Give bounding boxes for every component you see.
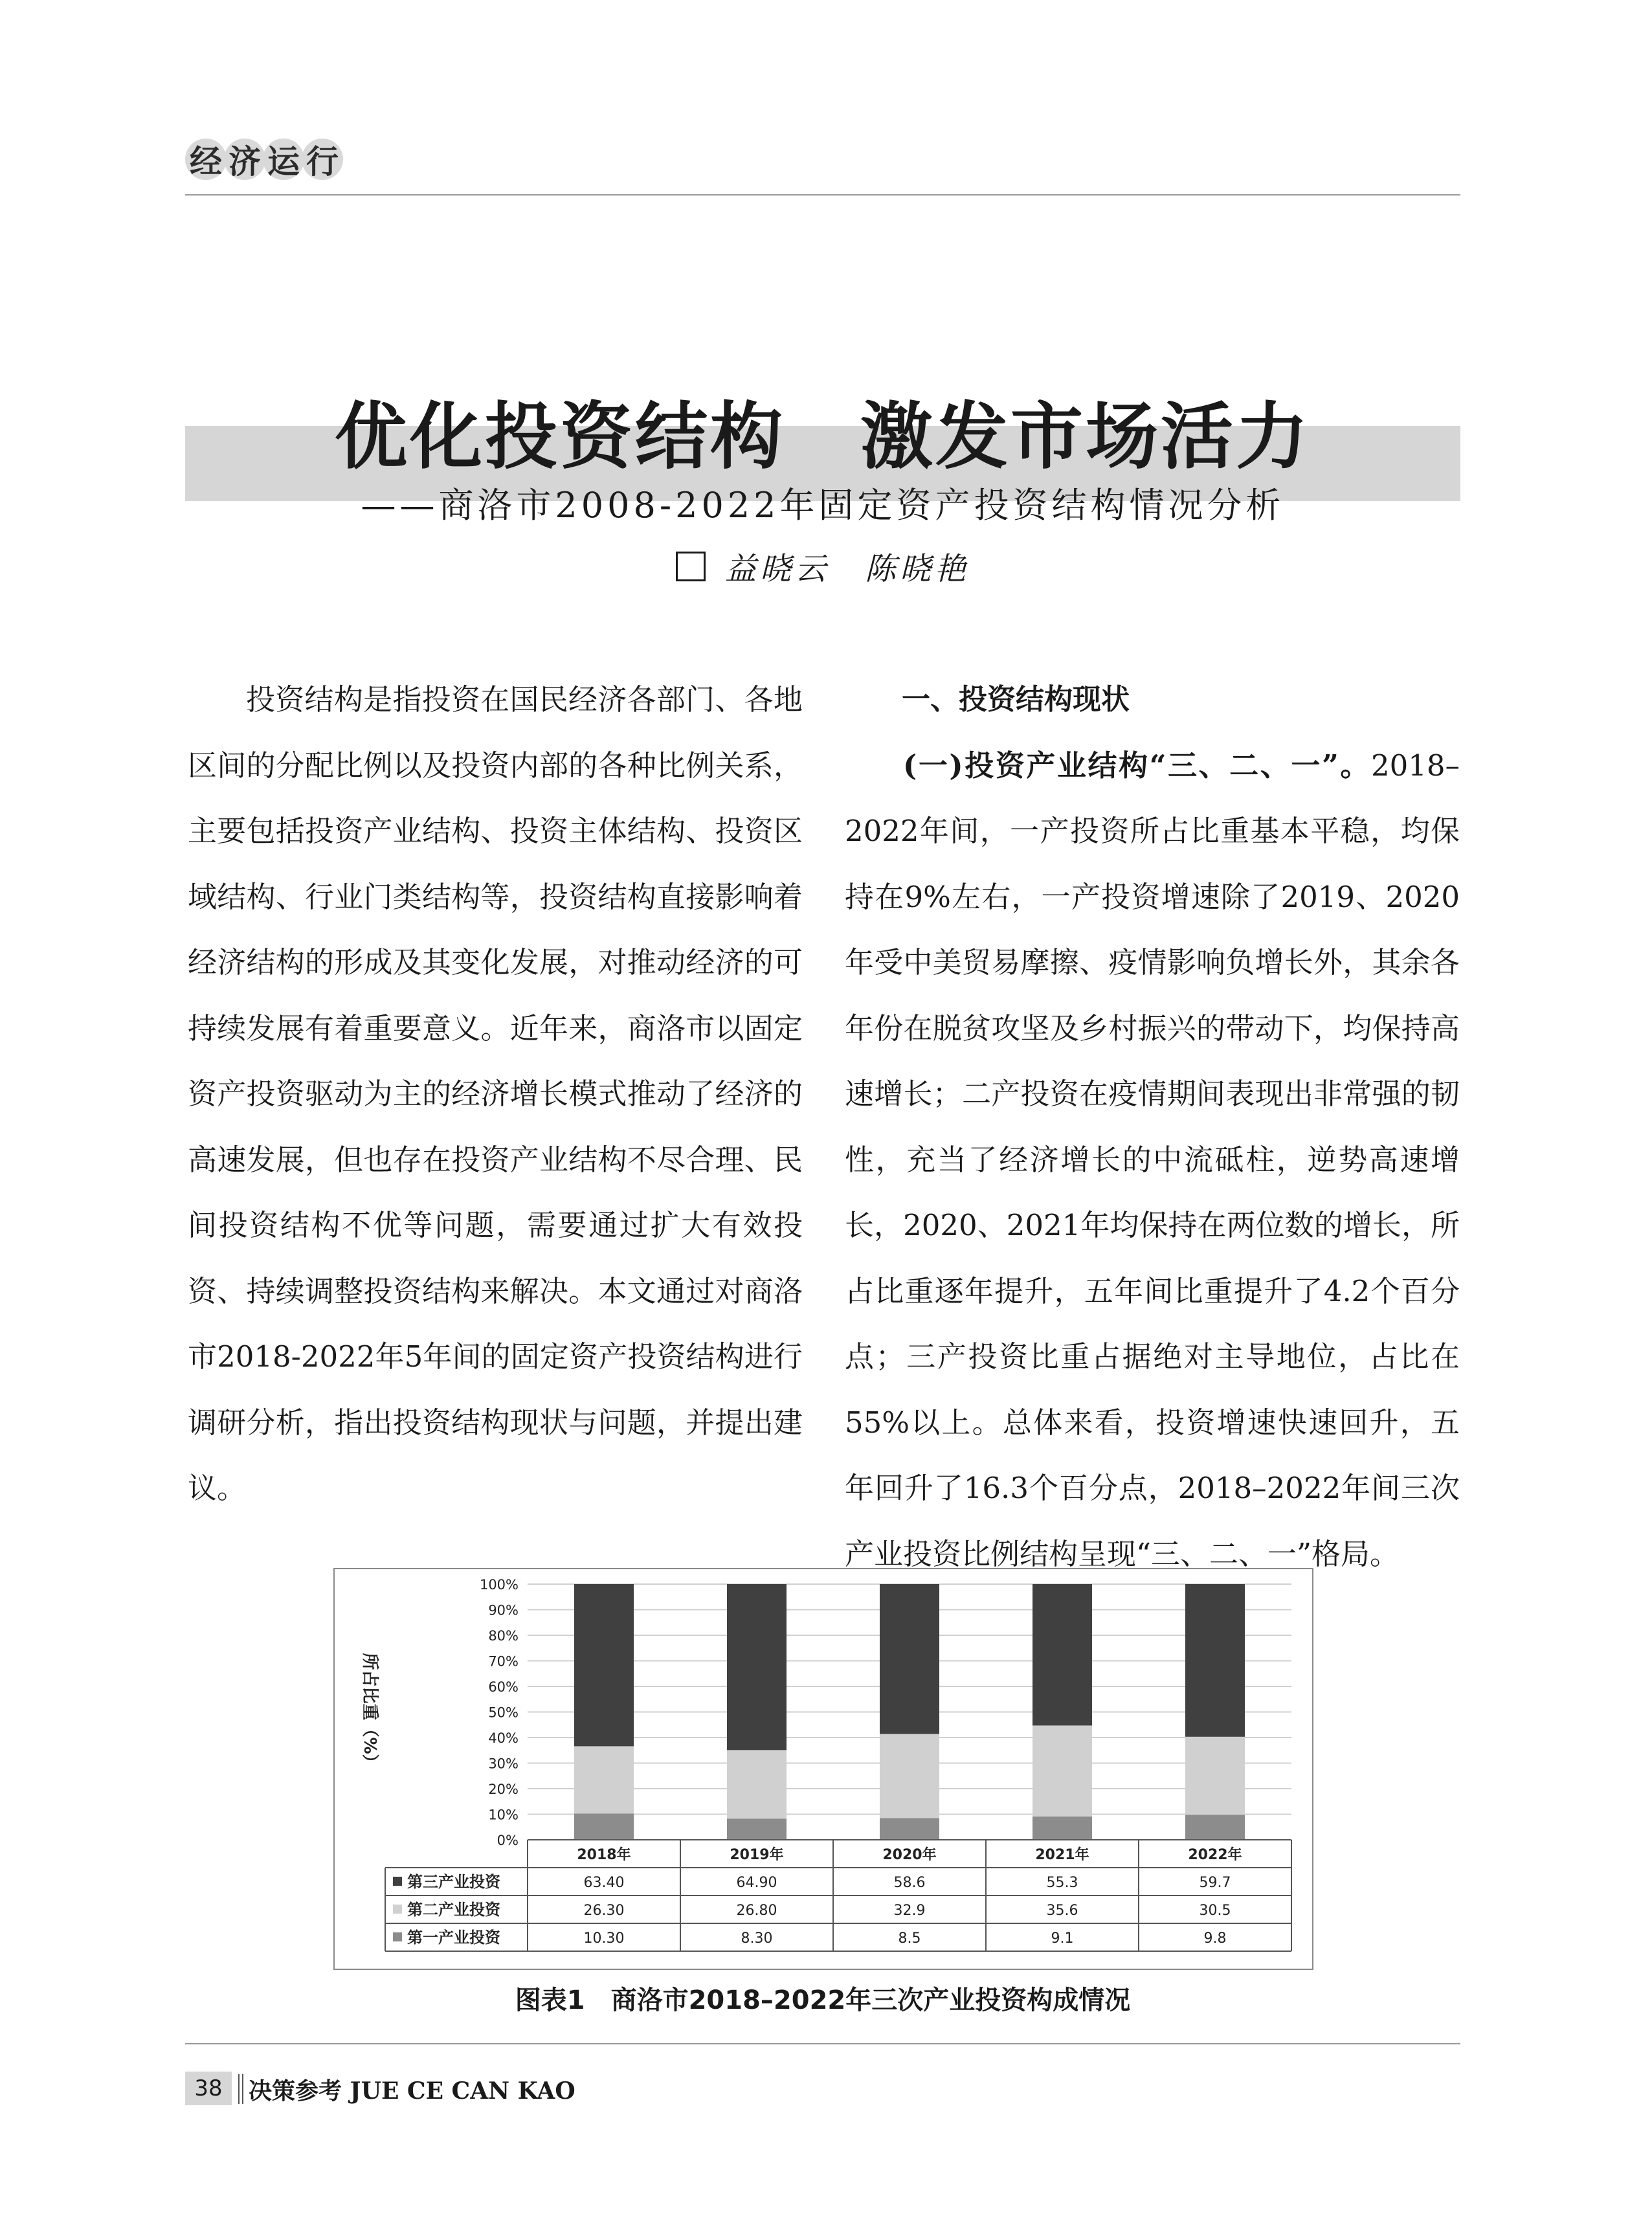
data-value-label: 26.30 xyxy=(583,1903,625,1919)
section-tag-char: 济 xyxy=(224,139,265,180)
chart-caption: 图表1 商洛市2018–2022年三次产业投资构成情况 xyxy=(515,1985,1131,2015)
y-tick-label: 40% xyxy=(488,1730,519,1746)
legend-label: 第一产业投资 xyxy=(407,1929,500,1947)
y-tick-label: 90% xyxy=(488,1602,519,1618)
data-value-label: 9.8 xyxy=(1203,1930,1227,1947)
x-category-label: 2022年 xyxy=(1188,1847,1242,1863)
section-heading: 一、投资结构现状 xyxy=(902,683,1130,716)
data-value-label: 9.1 xyxy=(1051,1930,1074,1947)
y-tick-label: 70% xyxy=(488,1653,519,1670)
data-value-label: 32.9 xyxy=(893,1903,926,1919)
data-value-label: 30.5 xyxy=(1199,1903,1231,1919)
bar-segment xyxy=(1185,1815,1245,1840)
y-tick-label: 60% xyxy=(488,1679,519,1695)
bar-segment xyxy=(880,1584,939,1734)
data-value-label: 35.6 xyxy=(1046,1903,1078,1919)
y-tick-label: 80% xyxy=(488,1628,519,1644)
y-axis-label: 所占比重（%） xyxy=(360,1653,379,1771)
x-category-label: 2021年 xyxy=(1035,1847,1089,1863)
right-column xyxy=(845,667,1460,1587)
x-category-label: 2018年 xyxy=(577,1847,631,1863)
y-tick-label: 100% xyxy=(479,1577,519,1593)
bar-segment xyxy=(880,1734,939,1818)
y-tick-label: 0% xyxy=(497,1833,519,1848)
data-value-label: 58.6 xyxy=(893,1875,926,1891)
legend-swatch xyxy=(393,1932,402,1941)
bar-segment xyxy=(1185,1737,1245,1815)
footer-divider xyxy=(185,2043,1460,2044)
y-tick-label: 10% xyxy=(488,1807,519,1823)
section-tag-char: 行 xyxy=(302,139,343,180)
x-category-label: 2020年 xyxy=(882,1847,937,1863)
bar-segment xyxy=(727,1818,787,1840)
section-tag xyxy=(185,136,340,183)
legend-swatch xyxy=(393,1905,402,1914)
bar-segment xyxy=(727,1584,787,1750)
y-tick-label: 20% xyxy=(488,1782,519,1797)
bar-segment xyxy=(574,1584,634,1746)
y-tick-label: 50% xyxy=(488,1705,519,1721)
data-value-label: 8.30 xyxy=(741,1930,773,1947)
data-value-label: 64.90 xyxy=(736,1875,777,1891)
journal-name: 决策参考 JUE CE CAN KAO xyxy=(249,2077,575,2105)
bar-segment xyxy=(880,1818,939,1840)
bar-segment xyxy=(574,1746,634,1813)
intro-paragraph: 投资结构是指投资在国民经济各部门、各地区间的分配比例以及投资内部的各种比例关系，主要包括投资产业结构、投资主体结构、投资区域结构、行业门类结构等，投资结构直接影响着经济结构的形成及其变化发展，对推动经济的可持续发展有着重要意义。近年来，商洛市以固定资产投资驱动为主的经济增长模式推动了经济的高速发展，但也存在投资产业结构不尽合理、民间投资结构不优等问题，需要通过扩大有效投资、持续调整投资结构来解决。本文通过对商洛市2018-2022年5年间的固定资产投资结构进行调研分析，指出投资结构现状与问题，并提出建议。 xyxy=(188,682,803,1505)
bar-segment xyxy=(1032,1725,1092,1817)
section-body-text: 2018–2022年间，一产投资所占比重基本平稳，均保持在9%左右，一产投资增速除了2019、2020年受中美贸易摩擦、疫情影响负增长外，其余各年份在脱贫攻坚及乡村振兴的带动下，均保持高速增长；二产投资在疫情期间表现出非常强的韧性，充当了经济增长的中流砥柱，逆势高速增长，2020、2021年均保持在两位数的增长，所占比重逐年提升，五年间比重提升了4.2个百分点；三产投资比重占据绝对主导地位，占比在55%以上。总体来看，投资增速快速回升，五年回升了16.3个百分点，2018–2022年间三次产业投资比例结构呈现“三、二、一”格局。 xyxy=(845,748,1460,1571)
data-value-label: 63.40 xyxy=(583,1875,625,1891)
section-subheading: (一)投资产业结构“三、二、一”。 xyxy=(903,748,1371,783)
article-title: 优化投资结构 激发市场活力 xyxy=(335,395,1311,479)
legend-label: 第二产业投资 xyxy=(407,1901,500,1919)
footer-separator xyxy=(238,2074,243,2104)
article-subtitle: ——商洛市2008-2022年固定资产投资结构情况分析 xyxy=(361,485,1285,526)
bar-segment xyxy=(1032,1584,1092,1725)
author-names: 益晓云 陈晓艳 xyxy=(724,551,970,587)
data-value-label: 59.7 xyxy=(1199,1875,1231,1891)
y-tick-label: 30% xyxy=(488,1756,519,1772)
section-paragraph xyxy=(845,733,1460,1587)
left-column xyxy=(188,667,803,1521)
section-tag-char: 运 xyxy=(263,139,304,180)
header-divider xyxy=(185,194,1460,196)
page-number: 38 xyxy=(185,2072,232,2105)
data-value-label: 55.3 xyxy=(1046,1875,1078,1891)
legend-label: 第三产业投资 xyxy=(407,1873,500,1891)
bar-segment xyxy=(574,1813,634,1840)
stacked-bar-chart xyxy=(333,1568,1313,1970)
bar-segment xyxy=(1185,1584,1245,1737)
x-category-label: 2019年 xyxy=(730,1847,784,1863)
author-box-icon xyxy=(676,552,706,581)
bar-segment xyxy=(1032,1817,1092,1840)
data-value-label: 8.5 xyxy=(898,1930,921,1947)
legend-swatch xyxy=(393,1877,402,1886)
section-tag-char: 经 xyxy=(185,139,227,180)
data-value-label: 10.30 xyxy=(583,1930,625,1947)
bar-segment xyxy=(727,1750,787,1818)
data-value-label: 26.80 xyxy=(736,1903,777,1919)
authors-line xyxy=(185,544,1460,588)
